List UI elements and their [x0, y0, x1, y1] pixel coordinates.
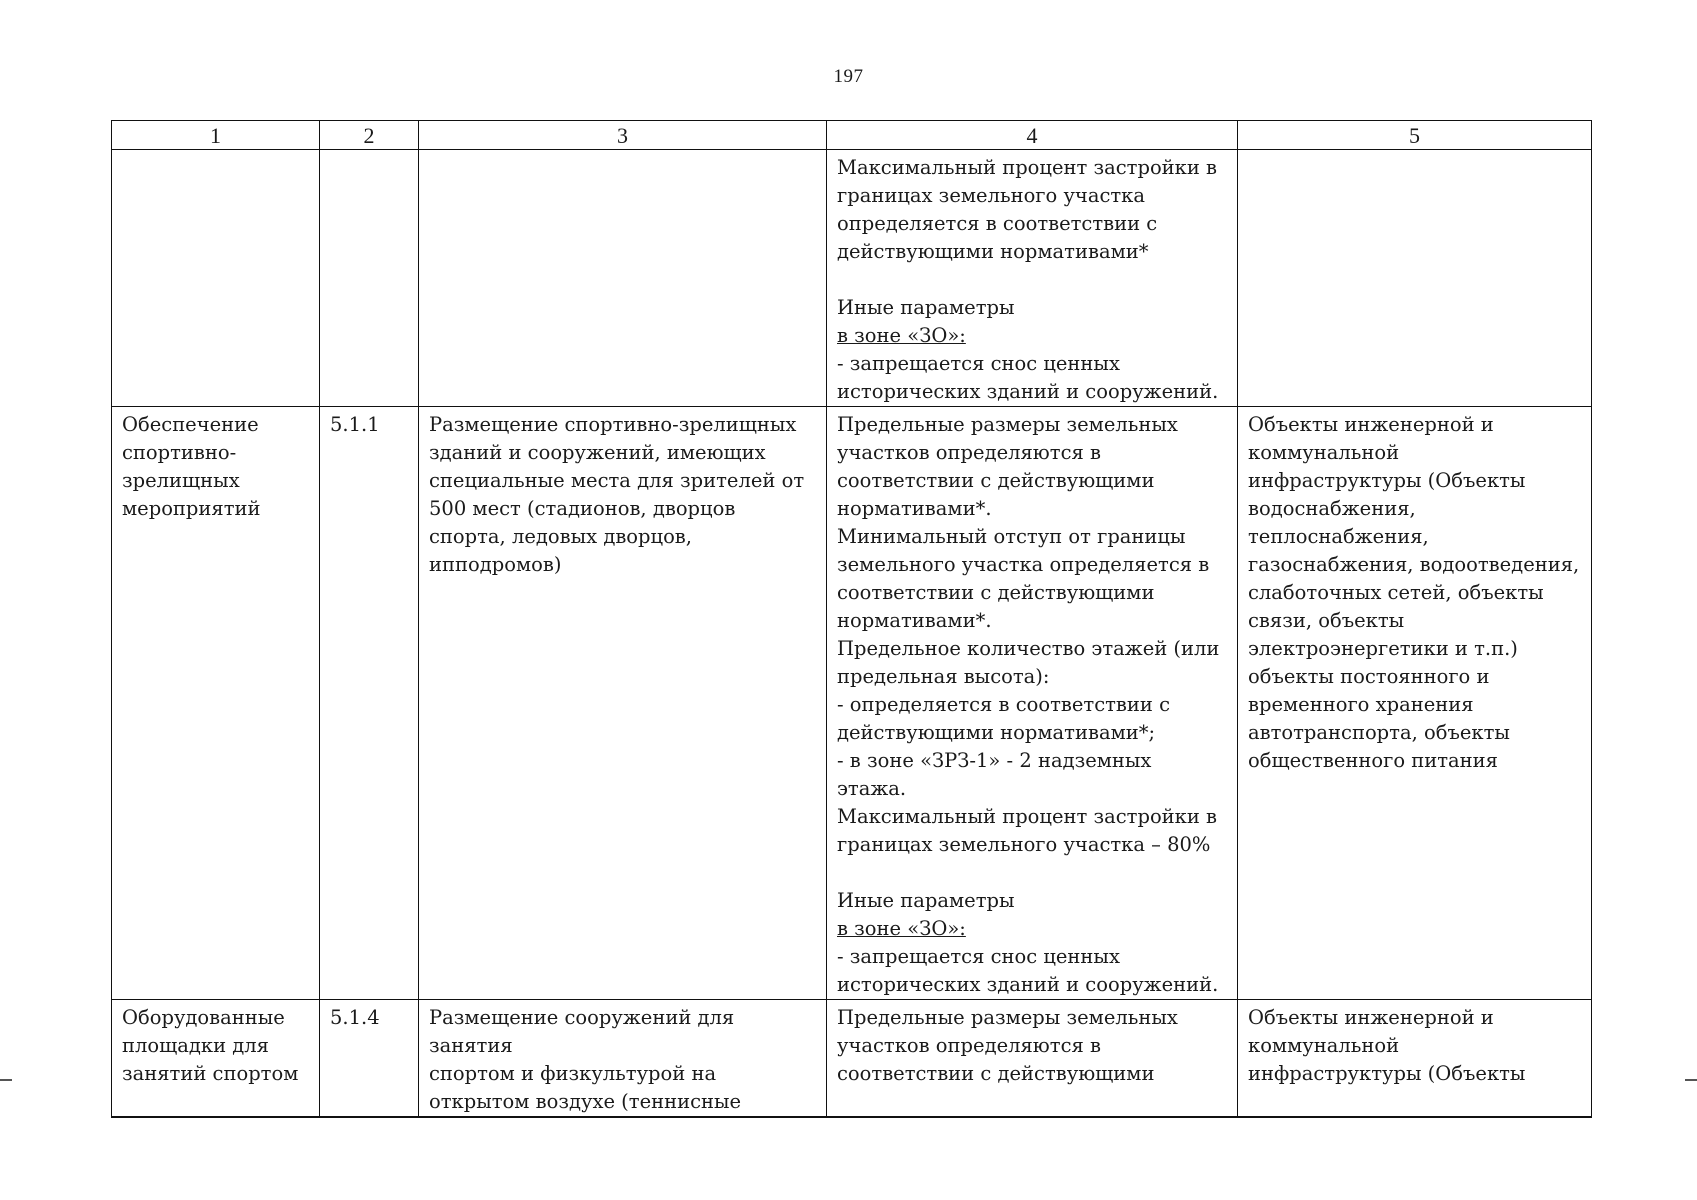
cell-text-line: 500 мест (стадионов, дворцов	[429, 497, 736, 520]
cell-text-line: Максимальный процент застройки в	[837, 805, 1218, 828]
cell-use-name	[112, 150, 320, 407]
column-header-5: 5	[1238, 121, 1592, 150]
cell-text-line: коммунальной	[1248, 1034, 1400, 1057]
cell-auxiliary-uses	[1238, 150, 1592, 407]
cell-text-line: водоснабжения,	[1248, 497, 1416, 520]
cell-text-line: Обеспечение	[122, 413, 259, 436]
cell-text-line: ипподромов)	[429, 553, 562, 576]
cell-text-line: Предельные размеры земельных	[837, 413, 1178, 436]
cell-text-line: участков определяются в	[837, 441, 1101, 464]
scan-edge-mark-right	[1685, 1079, 1697, 1081]
cell-auxiliary-uses	[1238, 407, 1592, 1000]
cell-text-line: исторических зданий и сооружений.	[837, 973, 1219, 996]
cell-text-line: этажа.	[837, 777, 907, 800]
cell-parameters	[827, 150, 1238, 407]
cell-text-line: Иные параметры	[837, 296, 1015, 319]
cell-use-description	[419, 407, 827, 1000]
cell-use-code: 5.1.1	[320, 407, 419, 1000]
cell-text-line: временного хранения	[1248, 693, 1474, 716]
cell-use-name	[112, 1000, 320, 1118]
zoning-table	[111, 120, 1592, 1118]
cell-text-line: занятий спортом	[122, 1062, 299, 1085]
blank-line	[837, 859, 1227, 887]
column-header-3: 3	[419, 121, 827, 150]
cell-text-line: Предельные размеры земельных	[837, 1006, 1178, 1029]
cell-text-line: Объекты инженерной и	[1248, 1006, 1494, 1029]
cell-text-line: действующими нормативами*;	[837, 721, 1156, 744]
cell-text-line: нормативами*.	[837, 609, 992, 632]
cell-text-line: зданий и сооружений, имеющих	[429, 441, 766, 464]
cell-text-line: действующими нормативами*	[837, 240, 1149, 263]
header-row	[112, 121, 1592, 150]
cell-text-line: исторических зданий и сооружений.	[837, 380, 1219, 403]
cell-text-line: Размещение сооружений для занятия	[429, 1006, 741, 1057]
cell-text-line: границах земельного участка	[837, 184, 1145, 207]
table-row	[112, 1000, 1592, 1118]
cell-text-line: теплоснабжения,	[1248, 525, 1429, 548]
table-header	[112, 121, 1592, 150]
cell-text-line: - запрещается снос ценных	[837, 945, 1120, 968]
cell-text-line: слаботочных сетей, объекты	[1248, 581, 1544, 604]
cell-text-line: Размещение спортивно-зрелищных	[429, 413, 797, 436]
cell-text-line: соответствии с действующими	[837, 469, 1155, 492]
cell-text-line: электроэнергетики и т.п.)	[1248, 637, 1518, 660]
cell-use-description	[419, 150, 827, 407]
cell-text-line: мероприятий	[122, 497, 261, 520]
cell-text-line: Объекты инженерной и	[1248, 413, 1494, 436]
cell-text-line: специальные места для зрителей от	[429, 469, 805, 492]
cell-text-line: газоснабжения, водоотведения,	[1248, 553, 1580, 576]
cell-text-line: соответствии с действующими	[837, 1062, 1155, 1085]
cell-text-line: - в зоне «ЗРЗ-1» - 2 надземных	[837, 749, 1152, 772]
table-row	[112, 150, 1592, 407]
cell-text-line: определяется в соответствии с	[837, 212, 1158, 235]
cell-parameters	[827, 1000, 1238, 1118]
cell-use-code	[320, 150, 419, 407]
cell-text-line: - запрещается снос ценных	[837, 352, 1120, 375]
cell-text-line: в зоне «ЗО»:	[837, 917, 966, 940]
cell-text-line: Предельное количество этажей (или	[837, 637, 1220, 660]
cell-parameters	[827, 407, 1238, 1000]
cell-text-line: инфраструктуры (Объекты	[1248, 469, 1526, 492]
column-header-1: 1	[112, 121, 320, 150]
cell-text-line: Оборудованные	[122, 1006, 285, 1029]
cell-use-description	[419, 1000, 827, 1118]
column-header-2: 2	[320, 121, 419, 150]
cell-text-line: Минимальный отступ от границы	[837, 525, 1186, 548]
page-number: 197	[833, 66, 864, 87]
cell-text-line: - определяется в соответствии с	[837, 693, 1171, 716]
cell-text-line: открытом воздухе (теннисные	[429, 1090, 742, 1113]
cell-text-line: Иные параметры	[837, 889, 1015, 912]
cell-text-line: соответствии с действующими	[837, 581, 1155, 604]
cell-text-line: участков определяются в	[837, 1034, 1101, 1057]
cell-text-line: предельная высота):	[837, 665, 1050, 688]
cell-text-line: автотранспорта, объекты	[1248, 721, 1510, 744]
cell-text-line: связи, объекты	[1248, 609, 1405, 632]
table-row	[112, 407, 1592, 1000]
blank-line	[837, 266, 1227, 294]
cell-text-line: спорта, ледовых дворцов,	[429, 525, 692, 548]
cell-use-name	[112, 407, 320, 1000]
cell-text-line: зрелищных	[122, 469, 240, 492]
cell-text-line: спортивно-	[122, 441, 237, 464]
cell-text-line: объекты постоянного и	[1248, 665, 1490, 688]
column-header-4: 4	[827, 121, 1238, 150]
cell-text-line: инфраструктуры (Объекты	[1248, 1062, 1526, 1085]
cell-text-line: коммунальной	[1248, 441, 1400, 464]
scan-edge-mark-left	[0, 1079, 12, 1081]
cell-text-line: площадки для	[122, 1034, 269, 1057]
cell-text-line: земельного участка определяется в	[837, 553, 1210, 576]
cell-use-code: 5.1.4	[320, 1000, 419, 1118]
cell-text-line: в зоне «ЗО»:	[837, 324, 966, 347]
cell-auxiliary-uses	[1238, 1000, 1592, 1118]
cell-text-line: Максимальный процент застройки в	[837, 156, 1218, 179]
cell-text-line: общественного питания	[1248, 749, 1498, 772]
cell-text-line: границах земельного участка – 80%	[837, 833, 1211, 856]
cell-text-line: нормативами*.	[837, 497, 992, 520]
cell-text-line: спортом и физкультурой на	[429, 1062, 717, 1085]
